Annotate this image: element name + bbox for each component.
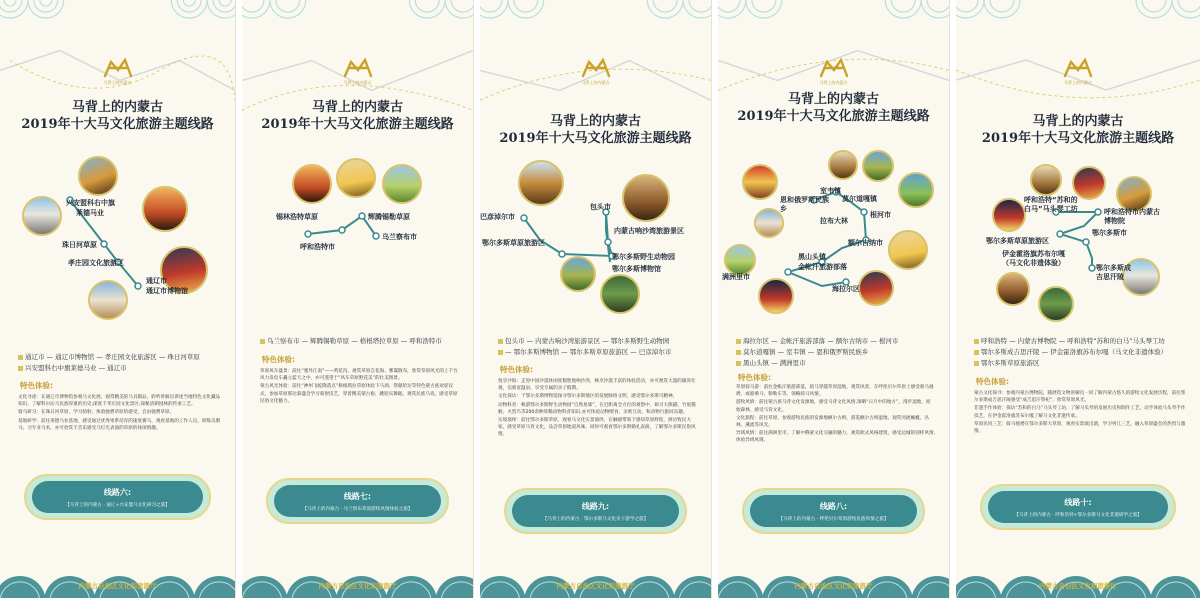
poster-title: 马背上的内蒙古 (549, 114, 641, 129)
node-label: 伊金霍洛旗苏布尔嘎（马文化非遗体验） (1002, 250, 1065, 267)
poster-title: 马背上的内蒙古 (71, 100, 163, 115)
bullet-icon (974, 339, 979, 344)
stops-list (498, 336, 701, 358)
route-badge-inner (512, 495, 679, 527)
route-number: 线路九: (581, 502, 610, 511)
experience-text (498, 378, 697, 440)
node-label: 鄂尔多斯草原旅游区 (986, 237, 1049, 245)
photo-log-house (828, 150, 858, 180)
node-label: 珠日河草原 (62, 241, 97, 249)
horse-logo-icon (1061, 56, 1095, 80)
experience-paragraph: 草原民风三艺：骑马驰骋在鄂尔多斯大草原，观看实景演出剧，学习男儿三艺，融入草原盛会的热烈与激情。 (974, 421, 1186, 435)
node-label: 海拉尔区 (832, 285, 860, 293)
photo-pasture (560, 256, 596, 292)
experience-heading: 特色体验: (738, 373, 771, 382)
node-label: 乌兰察布市 (382, 233, 417, 241)
photo-stage (992, 198, 1026, 232)
experience-paragraph: 草原骑马游：前往金帐汗旅游部落，骑马穿越草原湿地，观赏风景，在呼伦贝尔草原上感受骑马驰骋、或骑乘马、勒勒车等，领略骑马风情。 (736, 385, 934, 398)
brand-logo (579, 56, 613, 86)
experience-paragraph: 蒙古文化探寻：参观内蒙古博物院，随展馆文物讲解员一同了解内蒙古悠久的游牧文化发展历程，前往鄂尔多斯成吉思汗陵感受“成吉思汗祭祀”，欣赏草原风光。 (974, 391, 1186, 404)
route-map (718, 144, 949, 314)
node-label: 鄂尔多斯野生动物园 (612, 253, 675, 261)
node-label: 内蒙古响沙湾旅游景区 (614, 227, 684, 235)
poster-title: 马背上的内蒙古 (311, 100, 403, 115)
stops-list (260, 336, 463, 347)
node-label: 莫尔道嘎镇 (842, 195, 877, 203)
experience-paragraph: 文化寻迹：在通辽市博物馆参观马文化展，观赏精美的马具制品，聆听讲解员讲述当地特色文化藏品知识，了解科尔沁马民族厚重的历史;深度千孝庄园文化景区,探秘清朝园林的传承工艺。 (18, 395, 221, 408)
photo-yurt (858, 270, 894, 306)
route-map (0, 150, 235, 320)
poster-route-7 (242, 0, 474, 598)
footer-organization: 内蒙古自治区文化和旅游厅 (78, 582, 157, 590)
stop-line: 莫尔道嘎镇 — 室韦镇 — 恩和俄罗斯民族乡 (743, 348, 869, 356)
experience-paragraph: 骑马研习：在珠日河草原，学习骑射、体验驰骋草原的感受，自由驰骋草原。 (18, 410, 175, 416)
stop-line: 黑山头镇 — 满洲里市 (743, 359, 806, 367)
node-label: 辉腾锡勒草原 (368, 213, 410, 221)
node-label: 呼和浩特市内蒙古博物院 (1104, 208, 1160, 225)
bullet-icon (498, 339, 503, 344)
brand-logo (1061, 56, 1095, 86)
photo-river (898, 172, 934, 208)
photo-flower-field (336, 158, 376, 198)
experience-paragraph: 游牧风情：前往蒙古族马背文化发源地，感受马背文化风情,领略“日月中的地方”，漫步湿地、原始森林，感受马背文化。 (736, 400, 931, 413)
experience-text (18, 394, 221, 433)
poster-subtitle: 2019年十大马文化旅游主题线路 (981, 131, 1175, 146)
experience-heading: 特色体验: (262, 355, 295, 364)
experience-paragraph: 实境演绎：前往鄂尔多斯草原，观看马文化实景演绎，在触感带领下感知草原辉煌，拼访牧民大家，感受草原马背文化，品尝草原地道风味，同时可观看鄂尔多斯婚礼表演，了解鄂尔多斯民俗风情。 (498, 418, 696, 438)
node-label: 鄂尔多斯草原旅游区 (482, 239, 545, 247)
bullet-icon (18, 355, 23, 360)
photo-desert (518, 160, 564, 206)
photo-museum-building (1116, 176, 1152, 212)
bullet-icon (736, 350, 741, 355)
node-label: 金帐汗旅游部落 (798, 263, 847, 271)
node-label: 巴彦淖尔市 (480, 213, 515, 221)
poster-subtitle: 2019年十大马文化旅游主题线路 (499, 131, 692, 146)
stops-list (18, 352, 225, 374)
poster-title: 马背上的内蒙古 (787, 92, 879, 107)
route-map (242, 150, 473, 320)
route-number: 线路十: (1064, 498, 1092, 507)
bullet-icon (736, 339, 741, 344)
experience-paragraph: 文化探访：于鄂尔多斯博物馆探寻鄂尔多斯地区的发展脉络文明，感受鄂尔多斯马精神。 (498, 394, 678, 400)
node-label: 恩和俄罗斯民族乡 (780, 196, 829, 213)
poster-subtitle: 2019年十大马文化旅游主题线路 (21, 117, 214, 132)
bullet-icon (974, 350, 979, 355)
footer-organization: 内蒙古自治区文化和旅游厅 (556, 582, 635, 590)
photo-horsehead-fiddle (1030, 164, 1062, 196)
photo-rider (1038, 286, 1074, 322)
stops-list (736, 336, 939, 369)
experience-paragraph: 动物科普：畅游鄂尔多斯野生动物园“自然星球”，在近距离全方位的观察中，研习大熊猫、竹尾猫猴、火烈鸟等200余种珍稀动物科普知识,亦可体验动物喂食、亲密互动、和动物行旅同乐趣。 (498, 402, 696, 415)
node-label: 呼和浩特市 (300, 243, 335, 251)
experience-paragraph: 悦享沙海：走进中国沙漠休闲度假胜地响沙湾，畅享沙漠丰富的体验活动，亦可观赏大漠的雄浑壮观，信骑宽温泉，享受专属的亲子假期。 (498, 379, 696, 392)
node-label: 室韦镇 (820, 187, 841, 195)
photo-wetland (888, 230, 928, 270)
route-map (956, 160, 1200, 330)
route-name: 【马背上的内蒙古 · 通辽+兴安盟马文化研习之旅】 (65, 503, 170, 508)
stops-list (974, 336, 1190, 369)
logo-caption: 马背上的内蒙古 (819, 80, 848, 85)
poster-subtitle: 2019年十大马文化旅游主题线路 (737, 109, 930, 124)
bullet-icon (736, 361, 741, 366)
node-label: 黑山头镇 (798, 253, 826, 261)
node-label: 孝庄园文化旅游区 (68, 259, 124, 267)
photo-red-horse (1072, 166, 1106, 200)
experience-paragraph: 蒙古风光体验：前往“神州飞蛇降落点”格根塔拉草原体验下马酒、祭献哈达等特色蒙古族欢迎仪式，参加草原那达慕盛会学习骑射技艺，穿着精美蒙古袍、跳迎宾舞蹈，观赏民族马戏，感受草原民俗文化魅力。 (260, 384, 458, 404)
node-label: 鄂尔多斯博物馆 (612, 265, 661, 273)
photo-horse-racing (78, 156, 118, 196)
poster-route-6 (0, 0, 236, 598)
horse-logo-icon (817, 56, 851, 80)
route-name: 【马背上的内蒙古 · 鄂尔多斯马文化亲子游学之旅】 (542, 517, 649, 522)
stop-line: 乌兰察布市 — 辉腾锡勒草原 — 格根塔拉草原 — 呼和浩特市 (267, 337, 442, 345)
stop-line: 呼和浩特 — 内蒙古博物院 — 呼和浩特“苏和的白马”马头琴工坊 (981, 337, 1165, 345)
experience-paragraph: 非遗手作体验：探访“苏和的白马”马头琴工坊，了解马头琴的发展历史和制作工艺，动手体验马头琴手作技艺，在伊金霍洛旗苏布尔嘎了解马文化非遗传承。 (974, 406, 1186, 419)
node-label: 满洲里市 (722, 273, 750, 281)
photo-grassland-sunset (292, 164, 332, 204)
stop-line: 海拉尔区 — 金帐汗旅游部落 — 额尔古纳市 — 根河市 (743, 337, 899, 345)
route-name: 【马背上的内蒙古 · 乌兰察布草原游牧风情体验之旅】 (302, 507, 413, 512)
stop-line: — 鄂尔多斯博物馆 — 鄂尔多斯草原旅游区 — 巴彦淖尔市 (505, 348, 672, 356)
poster-route-9 (480, 0, 712, 598)
experience-text (260, 368, 459, 406)
node-label: 根河市 (870, 211, 891, 219)
stop-line: 包头市 — 内蒙古响沙湾旅游景区 — 鄂尔多斯野生动物园 (505, 337, 670, 345)
route-number: 线路八: (819, 502, 848, 511)
route-name: 【马背上的内蒙古 · 呼和浩特+鄂尔多斯马文化非遗研学之旅】 (1014, 513, 1142, 518)
experience-paragraph: 异域风情：前往满洲里市，了解中俄蒙文化交融的魅力，观赏欧式风格建筑，感受边城的别样风情,体验异域风情。 (736, 431, 935, 444)
stop-line: 鄂尔多斯草原旅游区 (981, 359, 1040, 367)
route-name: 【马背上的内蒙古 · 呼伦贝尔草原游牧民族风情之旅】 (778, 517, 889, 522)
node-label: 鄂尔多斯成吉思汗陵 (1096, 264, 1131, 281)
node-label: 呼和浩特“苏和的白马”马头琴工坊 (1024, 196, 1078, 213)
photo-sunset-grassland (142, 186, 188, 232)
stop-line: 通辽市 — 通辽市博物馆 — 孝庄园文化旅游区 — 珠日河草原 (25, 353, 200, 361)
experience-paragraph: 基地研学：前往莱德马业基地，感受通过优秀果系培育的速度赛马，观看基地的工作人员、训练员驯马、习专业马术，亦可欣赏千音乐感受马灯光表演的草原的休闲情趣。 (18, 418, 221, 431)
route-map (480, 156, 711, 326)
brand-logo (341, 56, 375, 86)
poster-route-10 (956, 0, 1200, 598)
route-number: 线路七: (343, 492, 372, 501)
photo-meadow (862, 150, 894, 182)
poster-subtitle: 2019年十大马文化旅游主题线路 (261, 117, 454, 132)
brand-logo (817, 56, 851, 86)
horse-logo-icon (101, 56, 135, 80)
photo-wildlife (600, 274, 640, 314)
photo-dunes (622, 174, 670, 222)
poster-route-8 (718, 0, 950, 598)
node-label: 锡林浩特草原 (276, 213, 318, 221)
node-label: 额尔古纳市 (848, 239, 883, 247)
experience-paragraph: 草原风车盛景：前往“塞外江南”——黄花沟，观赏草原自花海、雾霭散布，欣赏草原风光的上千台风力发电车矗立蓝天之中，亦可遥望于“风车草原野花美”的壮美图景。 (260, 369, 458, 382)
node-label: 包头市 (590, 203, 611, 211)
photo-mosque (88, 280, 128, 320)
route-badge (980, 484, 1176, 530)
node-label: 兴安盟科右中旗 (66, 199, 115, 207)
logo-caption: 马背上的内蒙古 (343, 80, 372, 85)
node-label: 鄂尔多斯市 (1092, 229, 1127, 237)
experience-text (736, 384, 935, 446)
route-badge-inner (750, 495, 917, 527)
route-badge-inner (274, 485, 441, 517)
stop-line: 兴安盟科右中旗莱德马业 — 通辽市 (25, 364, 127, 372)
node-label: 通辽市博物馆 (146, 287, 188, 295)
horse-logo-icon (341, 56, 375, 80)
experience-heading: 特色体验: (20, 381, 53, 390)
photo-green-steppe (382, 164, 422, 204)
node-label: 拉布大林 (820, 217, 848, 225)
photo-museum (22, 196, 62, 236)
logo-caption: 马背上的内蒙古 (103, 80, 132, 85)
bullet-icon (18, 366, 23, 371)
experience-paragraph: 文化旅程：前往草原，参观游牧民族的发源地额尔古纳，游览额尔古纳湿地，观赏河流蜿蜒、丛林、溪流等风光。 (736, 415, 929, 429)
bullet-icon (974, 361, 979, 366)
route-number: 线路六: (103, 488, 132, 497)
brand-logo (101, 56, 135, 86)
photo-autumn-trees (742, 164, 778, 200)
bullet-icon (260, 339, 265, 344)
node-label: 莱德马业 (76, 209, 104, 217)
logo-caption: 马背上的内蒙古 (1064, 80, 1092, 85)
logo-caption: 马背上的内蒙古 (581, 80, 610, 85)
experience-heading: 特色体验: (976, 377, 1009, 386)
stop-line: 鄂尔多斯成吉思汗陵 — 伊金霍洛旗苏布尔嘎（马文化非遗体验） (981, 348, 1168, 356)
bullet-icon (498, 350, 503, 355)
route-badge-inner (988, 491, 1168, 523)
node-label: 通辽市 (146, 277, 167, 285)
photo-performers (996, 272, 1030, 306)
experience-text (974, 390, 1186, 436)
horse-logo-icon (579, 56, 613, 80)
poster-title: 马背上的内蒙古 (1032, 114, 1124, 129)
footer-organization: 内蒙古自治区文化和旅游厅 (318, 582, 397, 590)
footer-organization: 内蒙古自治区文化和旅游厅 (1039, 582, 1117, 590)
experience-heading: 特色体验: (500, 365, 533, 374)
route-badge (24, 474, 211, 520)
footer-organization: 内蒙古自治区文化和旅游厅 (794, 582, 873, 590)
route-badge (266, 478, 449, 524)
photo-city-night (758, 278, 794, 314)
route-badge-inner (32, 481, 203, 513)
